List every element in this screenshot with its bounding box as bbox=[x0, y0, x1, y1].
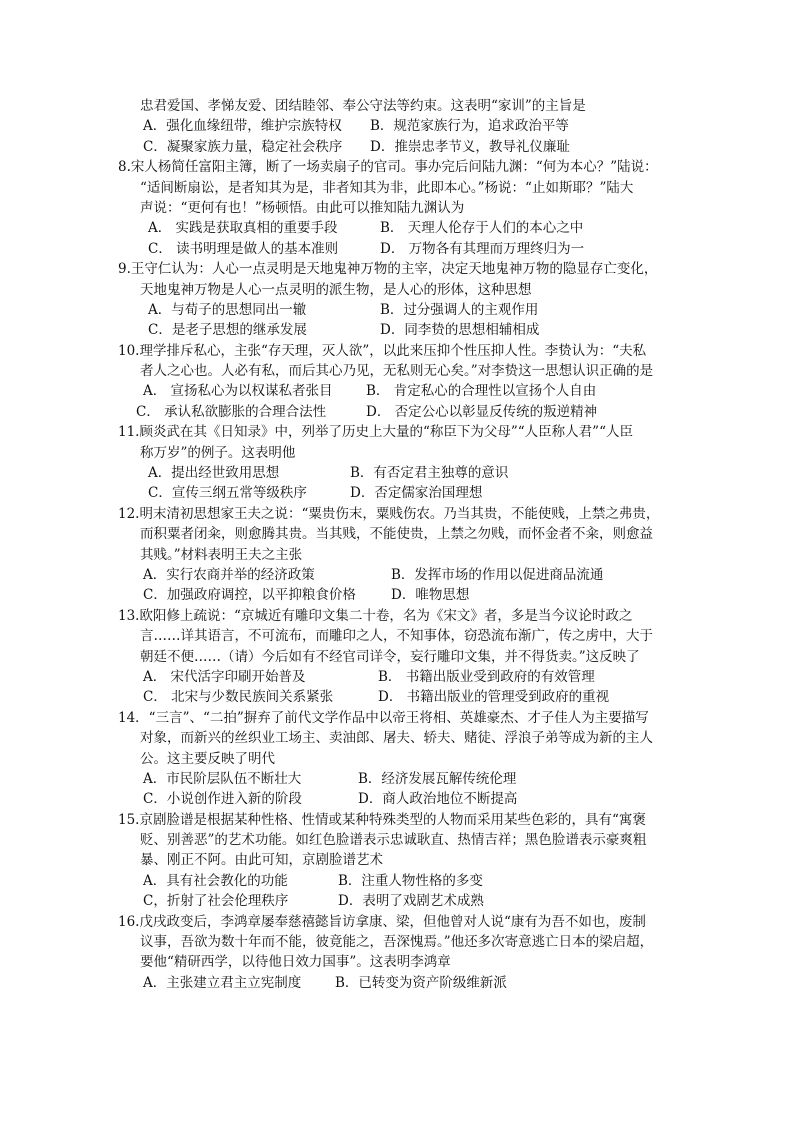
question-8-stem-line-3: 声说：“更何有也！”杨顿悟。由此可以推知陆九渊认为 bbox=[140, 199, 465, 216]
question-14-option-c[interactable]: C．小说创作进入新的阶段 bbox=[143, 791, 302, 808]
question-16-stem-line-3: 要他“精研西学，以待他日效力国事”。这表明李鸿章 bbox=[140, 954, 451, 971]
question-8-options-row-1 bbox=[118, 218, 678, 238]
question-9-options-row-2 bbox=[118, 320, 678, 340]
question-7-stem: 忠君爱国、孝悌友爱、团结睦邻、奉公守法等约束。这表明“家训”的主旨是 bbox=[140, 98, 586, 114]
question-11-option-c[interactable]: C．宣传三纲五常等级秩序 bbox=[148, 485, 307, 502]
question-15-option-b[interactable]: B．注重人物性格的多变 bbox=[338, 872, 483, 889]
question-15-stem-line-1: 15.京剧脸谱是根据某种性格、性情或某种特殊类型的人物而采用某些色彩的，具有“寓褒 bbox=[118, 811, 646, 828]
question-16-option-b[interactable]: B．已转变为资产阶级维新派 bbox=[335, 974, 507, 991]
question-16-stem-line-2: 议事，吾欲为数十年而不能，彼竟能之，吾深愧焉。”他还多次寄意逃亡日本的梁启超， bbox=[140, 934, 654, 951]
question-14-stem-line-1: 14．“三言”、“二拍”摒弃了前代文学作品中以帝王将相、英雄豪杰、才子佳人为主要描写 bbox=[118, 709, 649, 726]
question-9-stem-line-2: 天地鬼神万物是人心一点灵明的派生物，是人心的形体，这种思想 bbox=[140, 281, 532, 298]
question-12-options-row-2 bbox=[118, 585, 678, 605]
question-13-stem-line-3: 朝廷不便……（请）今后如有不经官司详令，妄行雕印文集，并不得货卖。”这反映了 bbox=[140, 648, 640, 665]
question-15-option-c[interactable]: C，折射了社会伦理秩序 bbox=[143, 893, 289, 910]
question-12-option-b[interactable]: B．发挥市场的作用以促进商品流通 bbox=[391, 566, 604, 583]
question-8-option-a[interactable]: A． 实践是获取真相的重要手段 bbox=[148, 220, 338, 237]
question-11-option-a[interactable]: A．提出经世致用思想 bbox=[148, 465, 280, 482]
question-15 bbox=[118, 810, 678, 912]
question-11-option-d[interactable]: D．否定儒家治国理想 bbox=[350, 485, 483, 502]
question-7-options-row-2 bbox=[118, 137, 678, 157]
question-13-options-row-1 bbox=[118, 667, 678, 687]
question-16-options-row-1 bbox=[118, 973, 678, 993]
question-7 bbox=[118, 96, 678, 157]
question-11-stem-line-2: 称万岁”的例子。这表明他 bbox=[140, 444, 296, 461]
question-13-option-d[interactable]: D． 书籍出版业的管理受到政府的重视 bbox=[378, 689, 610, 706]
question-13-stem-line-2: 言……详其语言，不可流布，而雕印之人，不知事体，窃恐流布渐广，传之虏中，大于 bbox=[140, 628, 653, 645]
question-14-options-row-2 bbox=[118, 789, 678, 809]
question-11-option-b[interactable]: B．有否定君主独尊的意识 bbox=[350, 465, 509, 482]
question-8-option-b[interactable]: B． 天理人伦存于人们的本心之中 bbox=[380, 220, 584, 237]
question-12-option-d[interactable]: D．唯物思想 bbox=[391, 587, 470, 604]
question-7-option-b[interactable]: B．规范家族行为，追求政治平等 bbox=[370, 118, 569, 135]
question-12-stem-line-2: 而积粟者闭籴，则愈腾其贵。当其贱，不能使贵，上禁之勿贱，而怀金者不籴，则愈益 bbox=[140, 526, 653, 543]
question-8-stem-line-1: 8.宋人杨简任富阳主簿，断了一场卖扇子的官司。事办完后问陆九渊：“何为本心？”陆说： bbox=[118, 159, 658, 176]
question-10-stem-line-1: 10.理学排斥私心，主张“存天理，灭人欲”，以此来压抑个性压抑人性。李贽认为：“夫私 bbox=[118, 342, 647, 359]
question-12-option-c[interactable]: C．加强政府调控，以平抑粮食价格 bbox=[143, 587, 356, 604]
question-16-option-a[interactable]: A．主张建立君主立宪制度 bbox=[143, 974, 302, 991]
question-16-stem-line-1: 16.戊戌政变后，李鸿章屡奉慈禧懿旨访拿康、梁，但他曾对人说“康有为吾不如也，废制 bbox=[118, 913, 646, 930]
question-9-stem-line-1: 9.王守仁认为：人心一点灵明是天地鬼神万物的主宰，决定天地鬼神万物的隐显存亡变化， bbox=[118, 261, 658, 278]
question-9-option-a[interactable]: A．与荀子的思想同出一辙 bbox=[148, 301, 307, 318]
question-8-stem-line-2: “适间断扇讼，是者知其为是，非者知其为非，此即本心。”杨说：“止如斯耶？”陆大 bbox=[140, 179, 634, 196]
question-8-option-c[interactable]: C． 读书明理是做人的基本准则 bbox=[148, 240, 339, 257]
question-15-stem-line-2: 贬、别善恶”的艺术功能。如红色脸谱表示忠诚耿直、热情吉祥；黑色脸谱表示豪爽粗 bbox=[140, 832, 647, 849]
question-10-option-d[interactable]: D． 否定公心以彰显反传统的叛逆精神 bbox=[366, 403, 598, 420]
question-13 bbox=[118, 606, 678, 708]
question-9-option-d[interactable]: D．同李贽的思想相辅相成 bbox=[380, 322, 540, 339]
question-14-option-d[interactable]: D．商人政治地位不断提高 bbox=[358, 791, 518, 808]
question-12 bbox=[118, 504, 678, 606]
question-11-options-row-2 bbox=[118, 483, 678, 503]
question-7-option-c[interactable]: C．凝聚家族力量，稳定社会秩序 bbox=[143, 138, 343, 155]
question-10-option-c[interactable]: C． 承认私欲膨胀的合理合法性 bbox=[136, 403, 327, 420]
question-13-option-c[interactable]: C． 北宋与少数民族间关系紧张 bbox=[143, 689, 334, 706]
question-14-stem-line-2: 对象，而新兴的丝织业工场主、卖油郎、屠夫、轿夫、赌徒、浮浪子弟等成为新的主人 bbox=[140, 730, 653, 747]
question-11-options-row-1 bbox=[118, 463, 678, 483]
question-15-option-a[interactable]: A．具有社会教化的功能 bbox=[143, 872, 288, 889]
question-15-stem-line-3: 暴、刚正不阿。由此可知，京剧脸谱艺术 bbox=[140, 852, 383, 869]
question-8-option-d[interactable]: D． 万物各有其理而万理终归为一 bbox=[380, 240, 585, 257]
question-7-option-d[interactable]: D．推崇忠孝节义，教导礼仪廉耻 bbox=[370, 138, 570, 155]
question-14-stem-line-3: 公。这主要反映了明代 bbox=[140, 750, 275, 767]
question-10-options-row-1 bbox=[118, 381, 678, 401]
question-14 bbox=[118, 708, 678, 810]
question-12-stem-line-3: 其贱。”材料表明王夫之主张 bbox=[140, 546, 303, 563]
question-10 bbox=[118, 341, 678, 423]
question-7-option-a[interactable]: A．强化血缘纽带，维护宗族特权 bbox=[143, 118, 342, 135]
question-12-option-a[interactable]: A．实行农商并举的经济政策 bbox=[143, 566, 315, 583]
question-11 bbox=[118, 422, 678, 504]
question-14-option-a[interactable]: A．市民阶层队伍不断壮大 bbox=[143, 770, 302, 787]
question-8 bbox=[118, 157, 678, 259]
question-14-option-b[interactable]: B．经济发展瓦解传统伦理 bbox=[358, 770, 517, 787]
question-13-options-row-2 bbox=[118, 687, 678, 707]
exam-page bbox=[118, 96, 678, 993]
question-14-options-row-1 bbox=[118, 769, 678, 789]
question-9 bbox=[118, 259, 678, 341]
question-9-option-b[interactable]: B．过分强调人的主观作用 bbox=[380, 301, 539, 318]
question-10-options-row-2 bbox=[118, 402, 678, 422]
question-12-stem-line-1: 12.明末清初思想家王夫之说：“粟贵伤末，粟贱伤农。乃当其贵，不能使贱，上禁之弗贵， bbox=[118, 505, 660, 522]
question-10-stem-line-2: 者人之心也。人必有私，而后其心乃见，无私则无心矣。”对李贽这一思想认识正确的是 bbox=[140, 363, 654, 380]
question-15-options-row-1 bbox=[118, 871, 678, 891]
question-13-option-a[interactable]: A． 宋代活字印刷开始普及 bbox=[143, 668, 306, 685]
question-11-stem-line-1: 11.顾炎武在其《日知录》中，列举了历史上大量的“称臣下为父母”“人臣称人君”“人臣 bbox=[118, 424, 633, 441]
question-13-option-b[interactable]: B． 书籍出版业受到政府的有效管理 bbox=[378, 668, 595, 685]
question-10-option-b[interactable]: B． 肯定私心的合理性以宣扬个人自由 bbox=[366, 383, 597, 400]
question-10-option-a[interactable]: A． 宣扬私心为以权谋私者张目 bbox=[143, 383, 333, 400]
question-15-option-d[interactable]: D．表明了戏剧艺术成熟 bbox=[338, 893, 484, 910]
question-12-options-row-1 bbox=[118, 565, 678, 585]
question-13-stem-line-1: 13.欧阳修上疏说：“京城近有雕印文集二十卷，名为《宋文》者，多是当今议论时政之 bbox=[118, 607, 633, 624]
question-15-options-row-2 bbox=[118, 891, 678, 911]
question-7-options-row-1 bbox=[118, 116, 678, 136]
question-9-options-row-1 bbox=[118, 300, 678, 320]
question-9-option-c[interactable]: C．是老子思想的继承发展 bbox=[148, 322, 307, 339]
question-8-options-row-2 bbox=[118, 239, 678, 259]
question-16 bbox=[118, 912, 678, 994]
